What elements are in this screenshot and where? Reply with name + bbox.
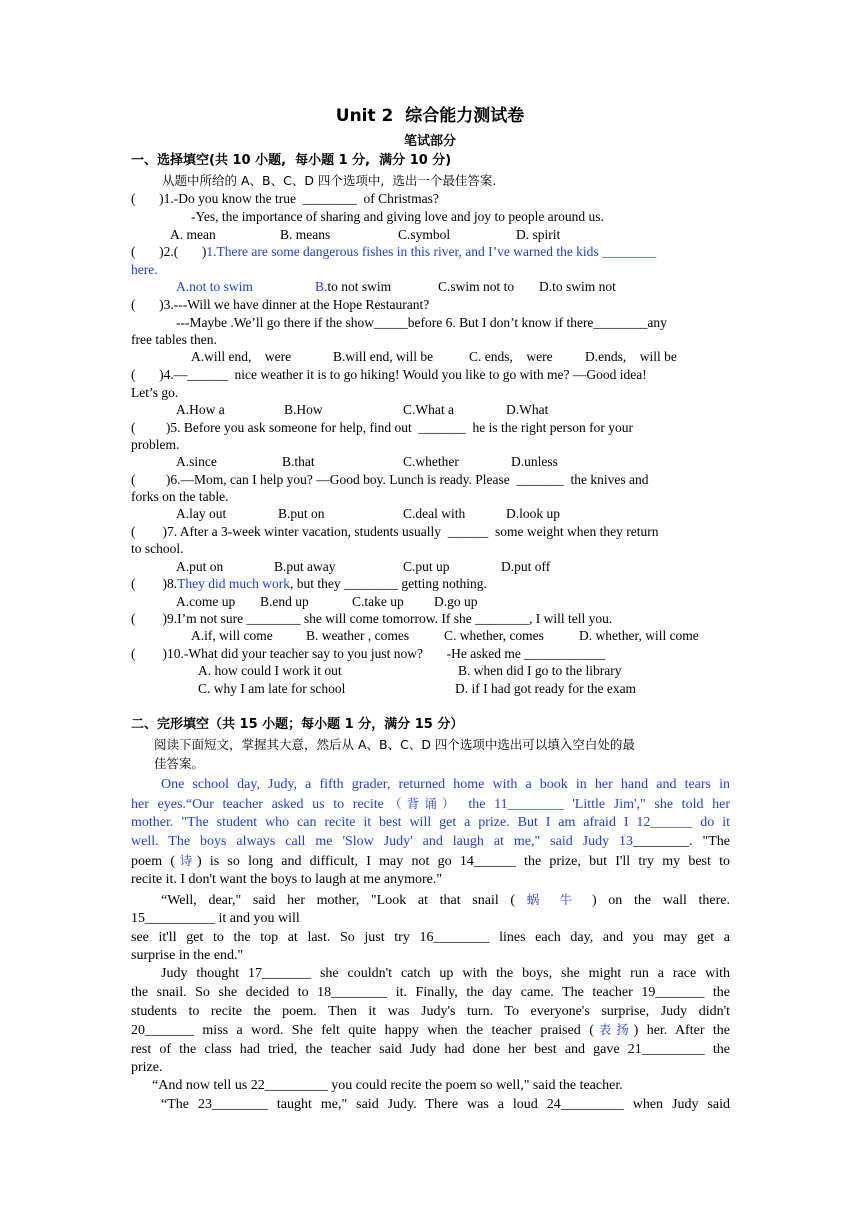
q8-stem-prefix: ( )8. — [131, 576, 178, 591]
q1-stem: ( )1.-Do you know the true ________ of Christmas? — [131, 191, 439, 206]
q4-option-a: A.How a — [176, 402, 225, 417]
passage-line-2-cn: （背诵） — [383, 796, 460, 811]
q3-stem-3: free tables then. — [131, 332, 217, 347]
passage-line-18: “The 23________ taught me," said Judy. There was a loud 24_________ when Judy said — [161, 1097, 730, 1112]
q7-option-c: C.put up — [403, 559, 450, 574]
q4-option-b: B.How — [284, 402, 323, 417]
passage-line-6: recite it. I don't want the boys to laugh at me anymore." — [131, 872, 443, 887]
q7-stem: ( )7. After a 3-week winter vacation, students usually ______ some weight when they return — [131, 524, 659, 539]
q1-option-c: C.symbol — [398, 227, 451, 242]
q6-option-a: A.lay out — [176, 506, 227, 521]
passage-line-1: One school day, Judy, a fifth grader, returned home with a book in her hand and tears in — [161, 777, 730, 792]
passage-line-9: see it'll get to the top at last. So just try 16________ lines each day, and you may get a — [131, 930, 730, 945]
q10-option-b: B. when did I go to the library — [458, 663, 622, 678]
q1-stem-2: -Yes, the importance of sharing and giving love and joy to people around us. — [191, 209, 604, 224]
q3-stem-2: ---Maybe .We’ll go there if the show_____before 6. But I don’t know if there________any — [176, 315, 667, 330]
q9-option-b: B. weather , comes — [306, 628, 410, 643]
q2-stem — [131, 243, 656, 260]
section2-heading: 二、完形填空（共 15 小题；每小题 1 分，满分 15 分） — [131, 717, 464, 732]
section1-instruction: 从题中所给的 A、B、C、D 四个选项中, 选出一个最佳答案. — [162, 173, 497, 188]
q7-option-d: D.put off — [501, 559, 551, 574]
q9-option-d: D. whether, will come — [579, 628, 699, 643]
passage-line-7b: ) on the wall there. — [591, 893, 731, 908]
q8-option-b: B.end up — [260, 594, 309, 609]
q1-option-b: B. means — [280, 227, 331, 242]
q8-option-c: C.take up — [352, 594, 404, 609]
passage-line-14a: 20_______ miss a word. She felt quite happy when the teacher praised ( — [131, 1023, 594, 1038]
q8-option-a: A.come up — [176, 594, 236, 609]
q8-stem-rest: , but they ________ getting nothing. — [289, 576, 487, 591]
q10-option-d: D. if I had got ready for the exam — [455, 681, 637, 696]
q7-option-b: B.put away — [274, 559, 336, 574]
section2-instruction-2: 佳答案。 — [154, 756, 205, 771]
passage-line-2b: the 11________ 'Little Jim'," she told her — [468, 797, 730, 812]
q8-option-d: D.go up — [434, 594, 478, 609]
passage-line-2 — [131, 794, 730, 814]
q5-option-d: D.unless — [511, 454, 558, 469]
q8-stem — [131, 575, 487, 592]
q6-stem-2: forks on the table. — [131, 489, 229, 504]
q9-option-c: C. whether, comes — [444, 628, 544, 643]
passage-line-12: the snail. So she decided to 18________ it. Finally, the day came. The teacher 19_______ the — [131, 985, 730, 1000]
page-subtitle: 笔试部分 — [403, 134, 456, 149]
q6-option-b: B.put on — [278, 506, 325, 521]
q5-option-a: A.since — [176, 454, 217, 469]
passage-line-16: prize. — [131, 1060, 163, 1075]
passage-line-5-cn: 诗 — [175, 853, 197, 868]
q1-option-d: D. spirit — [516, 227, 561, 242]
q5-option-b: B.that — [282, 454, 315, 469]
q3-option-d: D.ends, will be — [585, 349, 677, 364]
passage-line-5a: poem ( — [131, 854, 175, 869]
passage-line-17: “And now tell us 22_________ you could recite the poem so well," said the teacher. — [152, 1078, 623, 1093]
q10-stem: ( )10.-What did your teacher say to you just now? -He asked me ____________ — [131, 646, 606, 661]
q8-stem-highlight: They did much work — [177, 576, 290, 591]
q3-option-b: B.will end, will be — [333, 349, 434, 364]
q2-option-d: D.to swim not — [539, 279, 616, 294]
q9-stem: ( )9.I’m not sure ________ she will come tomorrow. If she ________, I will tell you. — [131, 611, 613, 626]
q2-stem-2: here. — [131, 262, 158, 277]
section1-heading: 一、选择填空(共 10 小题, 每小题 1 分, 满分 10 分) — [131, 153, 452, 168]
q9-option-a: A.if, will come — [191, 628, 273, 643]
q4-stem-2: Let’s go. — [131, 385, 179, 400]
passage-line-4a: well. The boys always call me 'Slow Judy' and laugh at me," said Judy 13 — [131, 834, 634, 849]
passage-line-5 — [131, 851, 730, 871]
passage-line-3: mother. "The student who can recite it best will get a prize. But I am afraid I 12______ do it — [131, 815, 730, 830]
passage-line-13: students to recite the poem. Then it was Judy's turn. To everyone's surprise, Judy didn't — [131, 1004, 730, 1019]
passage-line-14 — [131, 1020, 730, 1040]
q4-option-c: C.What a — [403, 402, 454, 417]
q2-option-b — [315, 278, 391, 295]
q2-option-b-text: to not swim — [327, 279, 392, 294]
q3-stem: ( )3.---Will we have dinner at the Hope Restaurant? — [131, 297, 430, 312]
q5-stem: ( )5. Before you ask someone for help, find out _______ he is the right person for your — [131, 420, 634, 435]
passage-line-7 — [161, 890, 730, 910]
section2-instruction-1: 阅读下面短文，掌握其大意，然后从 A、B、C、D 四个选项中选出可以填入空白处的最 — [154, 737, 635, 752]
q2-option-b-letter: B. — [315, 279, 328, 294]
passage-line-14-cn: 表扬 — [593, 1022, 634, 1037]
q1-option-a: A. mean — [170, 227, 216, 242]
passage-line-7-cn: 蜗 牛 — [526, 892, 581, 907]
passage-line-15: rest of the class had tried, the teacher said Judy had done her best and gave 21_________ the — [131, 1042, 730, 1057]
passage-line-14b: ) her. After the — [633, 1023, 730, 1038]
passage-line-10: surprise in the end." — [131, 948, 244, 963]
passage-line-11: Judy thought 17_______ she couldn't catch up with the boys, she might run a race with — [161, 966, 730, 981]
q2-stem-text: 1.There are some dangerous fishes in this river, and I’ve warned the kids ________ — [206, 244, 657, 259]
q10-option-c: C. why I am late for school — [198, 681, 346, 696]
q10-option-a: A. how could I work it out — [198, 663, 342, 678]
passage-line-4b: ________. "The — [633, 834, 730, 849]
q6-stem: ( )6.—Mom, can I help you? —Good boy. Lunch is ready. Please _______ the knives and — [131, 472, 649, 487]
q7-option-a: A.put on — [176, 559, 224, 574]
passage-line-4 — [131, 832, 730, 851]
passage-line-5b: ) is so long and difficult, I may not go 14______ the prize, but I'll try my best to — [196, 854, 730, 869]
q2-option-c: C.swim not to — [438, 279, 515, 294]
q7-stem-2: to school. — [131, 541, 184, 556]
passage-line-7a: “Well, dear," said her mother, "Look at that snail ( — [161, 893, 516, 908]
q6-option-c: C.deal with — [403, 506, 466, 521]
q3-option-a: A.will end, were — [191, 349, 292, 364]
q5-option-c: C.whether — [403, 454, 459, 469]
passage-line-2a: her eyes.“Our teacher asked us to recite — [131, 797, 384, 812]
q5-stem-2: problem. — [131, 437, 180, 452]
passage-line-8: 15__________ it and you will — [131, 911, 300, 926]
q2-option-a: A.not to swim — [176, 279, 253, 294]
q3-option-c: C. ends, were — [469, 349, 553, 364]
page-title: Unit 2 综合能力测试卷 — [335, 106, 525, 126]
q2-stem-prefix: ( )2.( ) — [131, 244, 207, 259]
q4-option-d: D.What — [506, 402, 549, 417]
q4-stem: ( )4.—______ nice weather it is to go hiking! Would you like to go with me? —Good idea! — [131, 367, 647, 382]
q6-option-d: D.look up — [506, 506, 560, 521]
